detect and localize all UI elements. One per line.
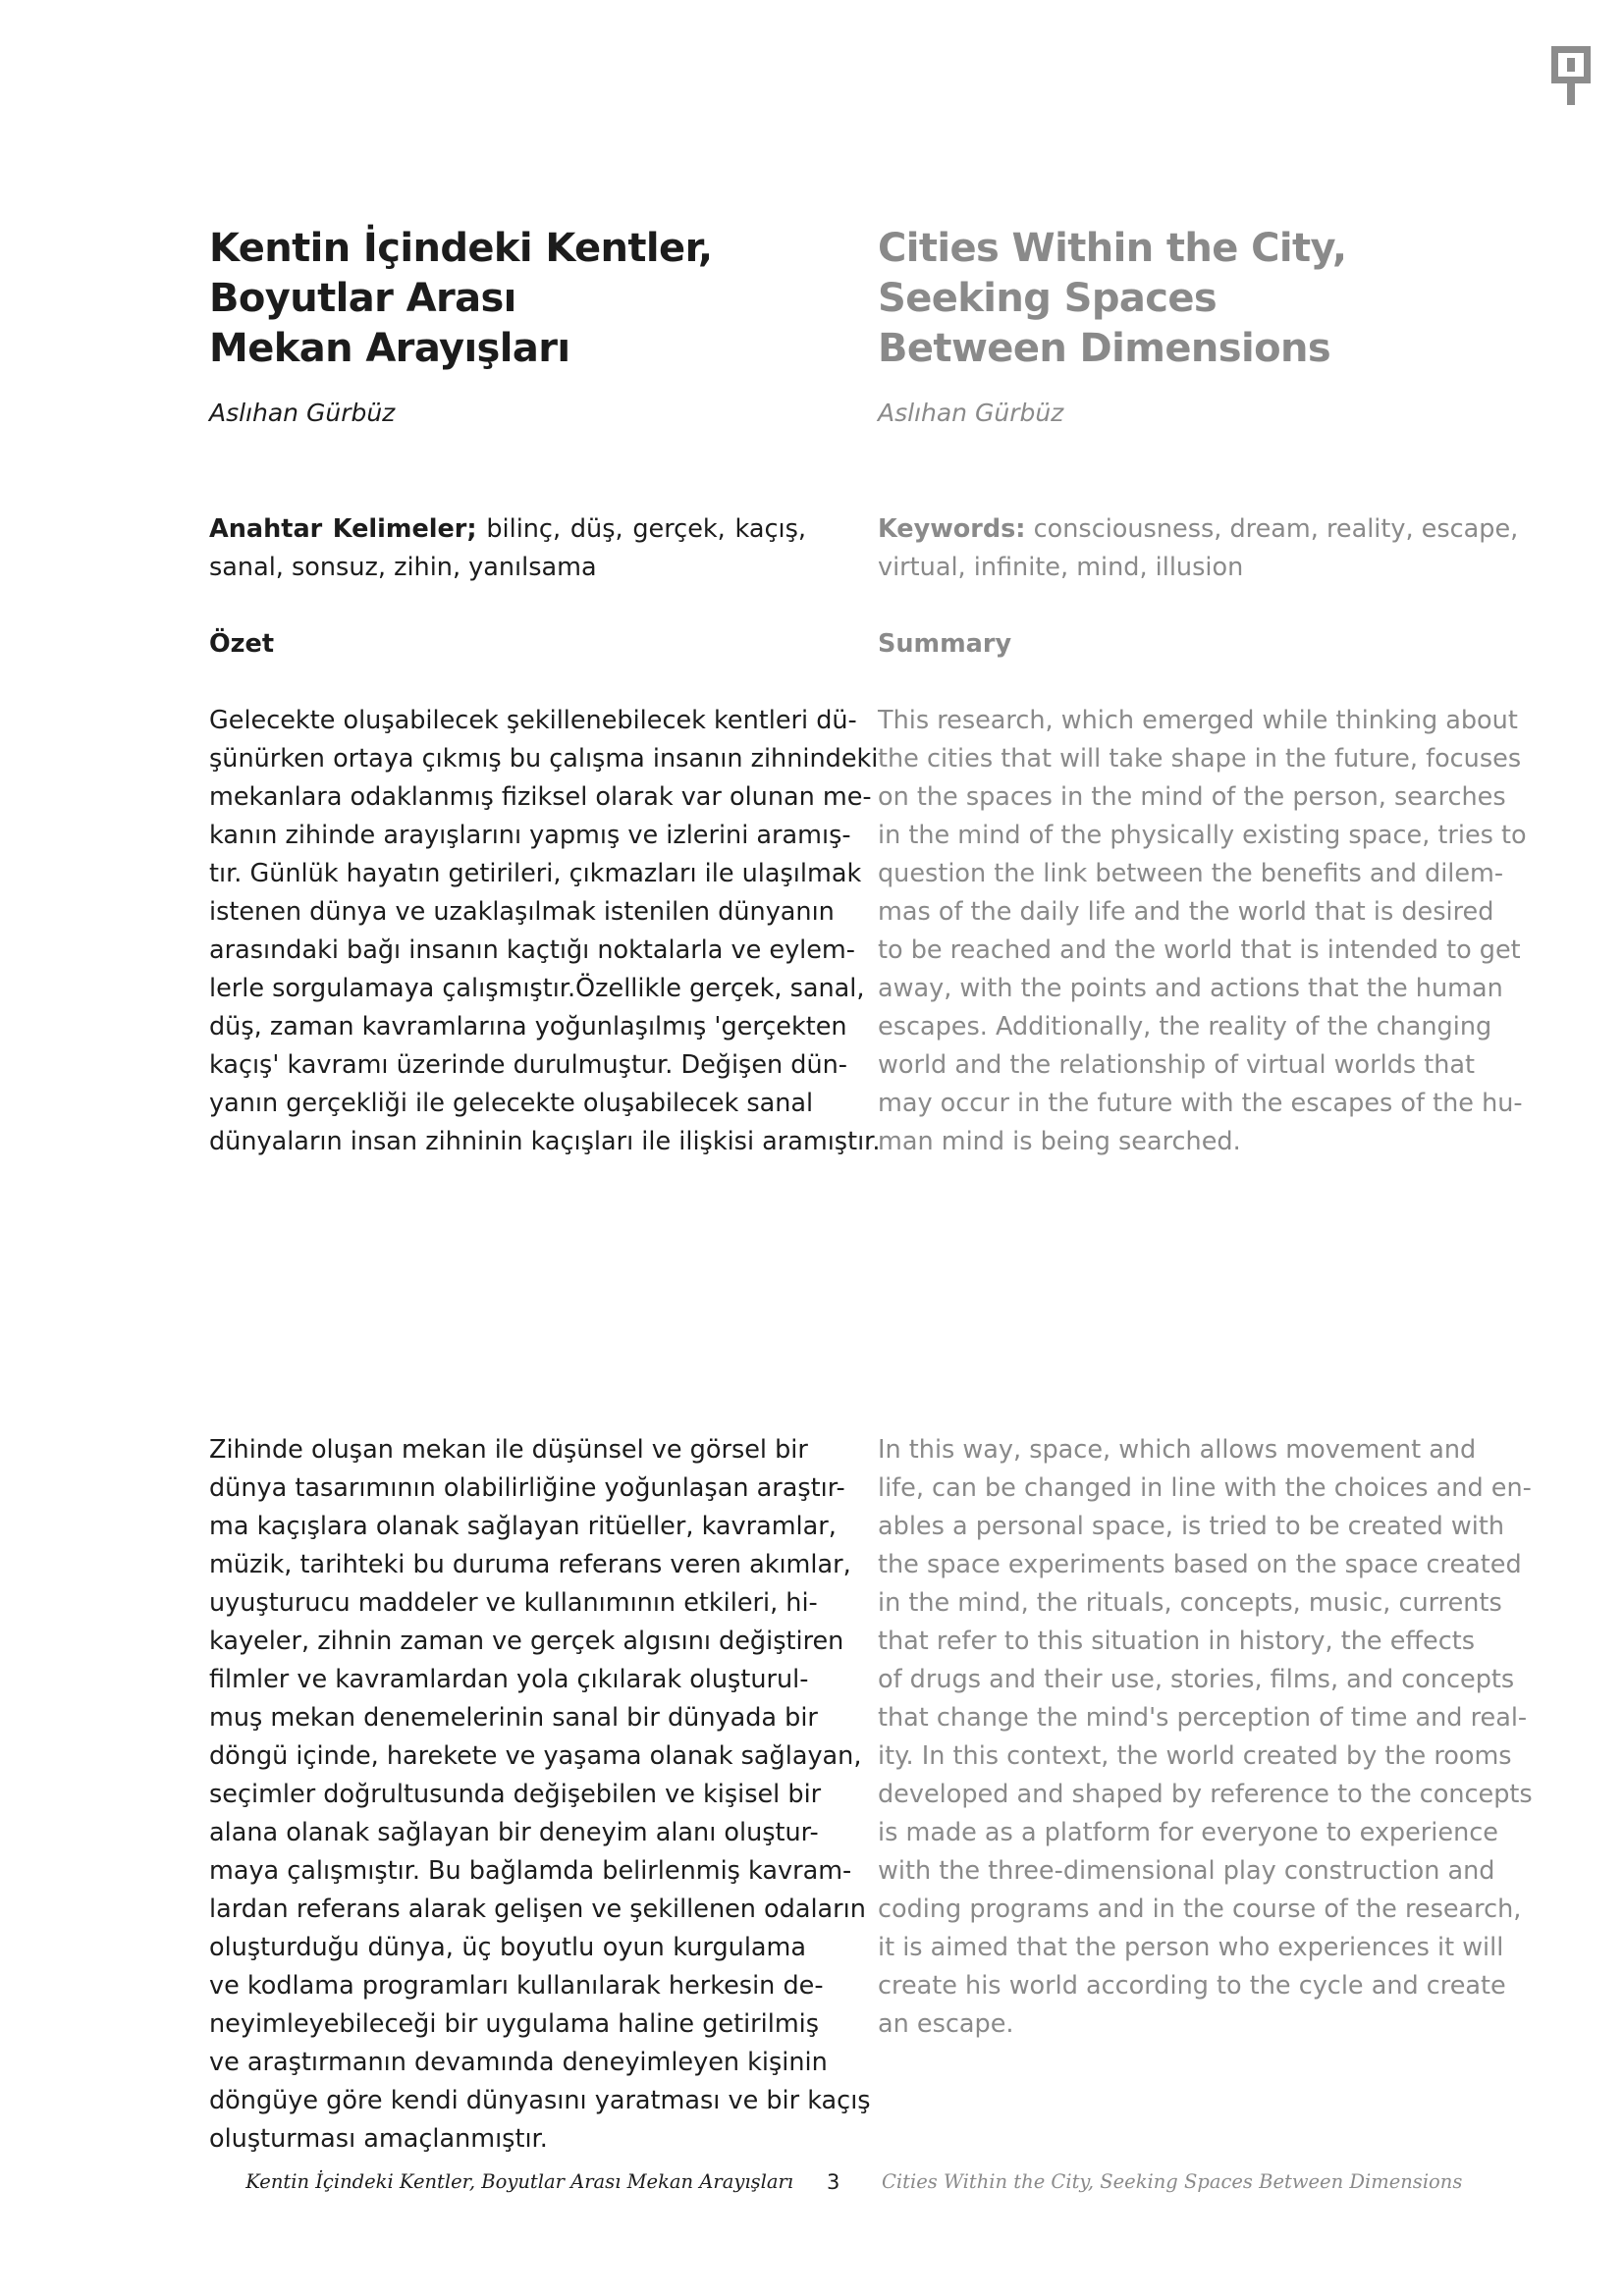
title-line: Cities Within the City, [878, 226, 1347, 271]
paragraph-line: on the spaces in the mind of the person, searches [878, 782, 1506, 812]
paragraph-line: question the link between the benefits and dilem- [878, 859, 1504, 888]
paragraph-line: oluşturduğu dünya, üç boyutlu oyun kurgulama [209, 1933, 806, 1962]
english-title [878, 224, 1475, 374]
english-summary-heading: Summary [878, 629, 1012, 659]
paragraph-line: neyimleyebileceği bir uygulama haline getirilmiş [209, 2009, 820, 2039]
paragraph-line: lardan referans alarak gelişen ve şekillenen odaların [209, 1895, 866, 1924]
english-paragraph-2 [878, 1431, 1533, 2044]
paragraph-line: arasındaki bağı insanın kaçtığı noktalarla ve eylem- [209, 935, 855, 965]
paragraph-line: an escape. [878, 2009, 1014, 2039]
keywords-text: bilinç, düş, gerçek, kaçış, [476, 514, 806, 544]
paragraph-line: In this way, space, which allows movement and [878, 1435, 1477, 1465]
paragraph-line: seçimler doğrultusunda değişebilen ve kişisel bir [209, 1780, 822, 1809]
title-line: Boyutlar Arası [209, 276, 516, 321]
turkish-summary-heading: Özet [209, 629, 275, 659]
paragraph-line: şünürken ortaya çıkmış bu çalışma insanın zihnindeki [209, 744, 879, 774]
paragraph-line: Gelecekte oluşabilecek şekillenebilecek kentleri dü- [209, 706, 857, 735]
page-footer [0, 2170, 1624, 2206]
footer-turkish-title: Kentin İçindeki Kentler, Boyutlar Arası Mekan Arayışları [245, 2170, 793, 2193]
keywords-text: sanal, sonsuz, zihin, yanılsama [209, 553, 597, 582]
paragraph-line: This research, which emerged while thinking about [878, 706, 1518, 735]
turkish-paragraph-1 [209, 702, 881, 1161]
paragraph-line: create his world according to the cycle and create [878, 1971, 1506, 2001]
english-paragraph-1 [878, 702, 1527, 1161]
paragraph-line: the space experiments based on the space created [878, 1550, 1522, 1579]
turkish-column [209, 224, 881, 2154]
paragraph-line: it is aimed that the person who experiences it will [878, 1933, 1504, 1962]
title-line: Kentin İçindeki Kentler, [209, 226, 713, 271]
paragraph-line: the cities that will take shape in the future, focuses [878, 744, 1522, 774]
paragraph-line: dünya tasarımının olabilirliğine yoğunlaşan araştır- [209, 1473, 845, 1503]
paragraph-line: düş, zaman kavramlarına yoğunlaşılmış 'gerçekten [209, 1012, 847, 1041]
paragraph-line: Zihinde oluşan mekan ile düşünsel ve görsel bir [209, 1435, 808, 1465]
paragraph-line: dünyaların insan zihninin kaçışları ile ilişkisi aramıştır. [209, 1127, 881, 1156]
keywords-label: Anahtar Kelimeler; [209, 514, 477, 544]
paragraph-line: to be reached and the world that is intended to get [878, 935, 1521, 965]
paragraph-line: in the mind of the physically existing space, tries to [878, 821, 1527, 850]
paragraph-line: istenen dünya ve uzaklaşılmak istenilen dünyanın [209, 897, 835, 927]
paragraph-line: ity. In this context, the world created by the rooms [878, 1741, 1512, 1771]
paragraph-line: of drugs and their use, stories, films, and concepts [878, 1665, 1515, 1694]
paragraph-line: life, can be changed in line with the choices and en- [878, 1473, 1532, 1503]
keywords-text: consciousness, dream, reality, escape, [1025, 514, 1519, 544]
paragraph-line: oluşturması amaçlanmıştır. [209, 2124, 548, 2154]
paragraph-line: mas of the daily life and the world that is desired [878, 897, 1494, 927]
paragraph-line: escapes. Additionally, the reality of the changing [878, 1012, 1492, 1041]
turkish-keywords [209, 510, 806, 587]
paragraph-line: in the mind, the rituals, concepts, music, currents [878, 1588, 1502, 1618]
keywords-label: Keywords: [878, 514, 1026, 544]
paragraph-line: that refer to this situation in history, the effects [878, 1627, 1475, 1656]
paragraph-line: alana olanak sağlayan bir deneyim alanı oluştur- [209, 1818, 819, 1847]
paragraph-line: kanın zihinde arayışlarını yapmış ve izlerini aramış- [209, 821, 851, 850]
paragraph-line: kayeler, zihnin zaman ve gerçek algısını değiştiren [209, 1627, 844, 1656]
paragraph-line: mekanlara odaklanmış fiziksel olarak var olunan me- [209, 782, 872, 812]
paragraph-line: uyuşturucu maddeler ve kullanımının etkileri, hi- [209, 1588, 818, 1618]
footer-english-title: Cities Within the City, Seeking Spaces Between Dimensions [882, 2170, 1463, 2193]
paragraph-line: developed and shaped by reference to the concepts [878, 1780, 1533, 1809]
paragraph-line: ve kodlama programları kullanılarak herkesin de- [209, 1971, 824, 2001]
paragraph-line: ve araştırmanın devamında deneyimleyen kişinin [209, 2048, 828, 2077]
paragraph-line: lerle sorgulamaya çalışmıştır.Özellikle gerçek, sanal, [209, 974, 865, 1003]
paragraph-line: müzik, tarihteki bu duruma referans veren akımlar, [209, 1550, 851, 1579]
english-keywords [878, 510, 1519, 587]
paragraph-line: that change the mind's perception of time and real- [878, 1703, 1528, 1733]
paragraph-line: döngüye göre kendi dünyasını yaratması ve bir kaçış [209, 2086, 871, 2115]
paragraph-line: away, with the points and actions that the human [878, 974, 1503, 1003]
journal-logo-icon [1549, 44, 1593, 107]
keywords-text: virtual, infinite, mind, illusion [878, 553, 1244, 582]
paragraph-line: filmler ve kavramlardan yola çıkılarak oluşturul- [209, 1665, 809, 1694]
title-line: Mekan Arayışları [209, 326, 570, 371]
paragraph-line: muş mekan denemelerinin sanal bir dünyada bir [209, 1703, 818, 1733]
paragraph-line: yanın gerçekliği ile gelecekte oluşabilecek sanal [209, 1089, 814, 1118]
title-line: Between Dimensions [878, 326, 1331, 371]
turkish-paragraph-2 [209, 1431, 871, 2159]
paragraph-line: kaçış' kavramı üzerinde durulmuştur. Değişen dün- [209, 1050, 848, 1080]
paragraph-line: döngü içinde, harekete ve yaşama olanak sağlayan, [209, 1741, 862, 1771]
english-author: Aslıhan Gürbüz [878, 399, 1064, 427]
paragraph-line: ables a personal space, is tried to be created with [878, 1512, 1504, 1541]
paragraph-line: tır. Günlük hayatın getirileri, çıkmazları ile ulaşılmak [209, 859, 862, 888]
paragraph-line: world and the relationship of virtual worlds that [878, 1050, 1476, 1080]
paragraph-line: is made as a platform for everyone to experience [878, 1818, 1498, 1847]
turkish-author: Aslıhan Gürbüz [209, 399, 396, 427]
page-number: 3 [827, 2170, 840, 2194]
paragraph-line: maya çalışmıştır. Bu bağlamda belirlenmiş kavram- [209, 1856, 852, 1886]
paragraph-line: man mind is being searched. [878, 1127, 1241, 1156]
english-column [878, 224, 1533, 2039]
turkish-title [209, 224, 806, 374]
paragraph-line: may occur in the future with the escapes of the hu- [878, 1089, 1523, 1118]
paragraph-line: with the three-dimensional play construction and [878, 1856, 1495, 1886]
paragraph-line: ma kaçışlara olanak sağlayan ritüeller, kavramlar, [209, 1512, 837, 1541]
title-line: Seeking Spaces [878, 276, 1218, 321]
paragraph-line: coding programs and in the course of the research, [878, 1895, 1522, 1924]
